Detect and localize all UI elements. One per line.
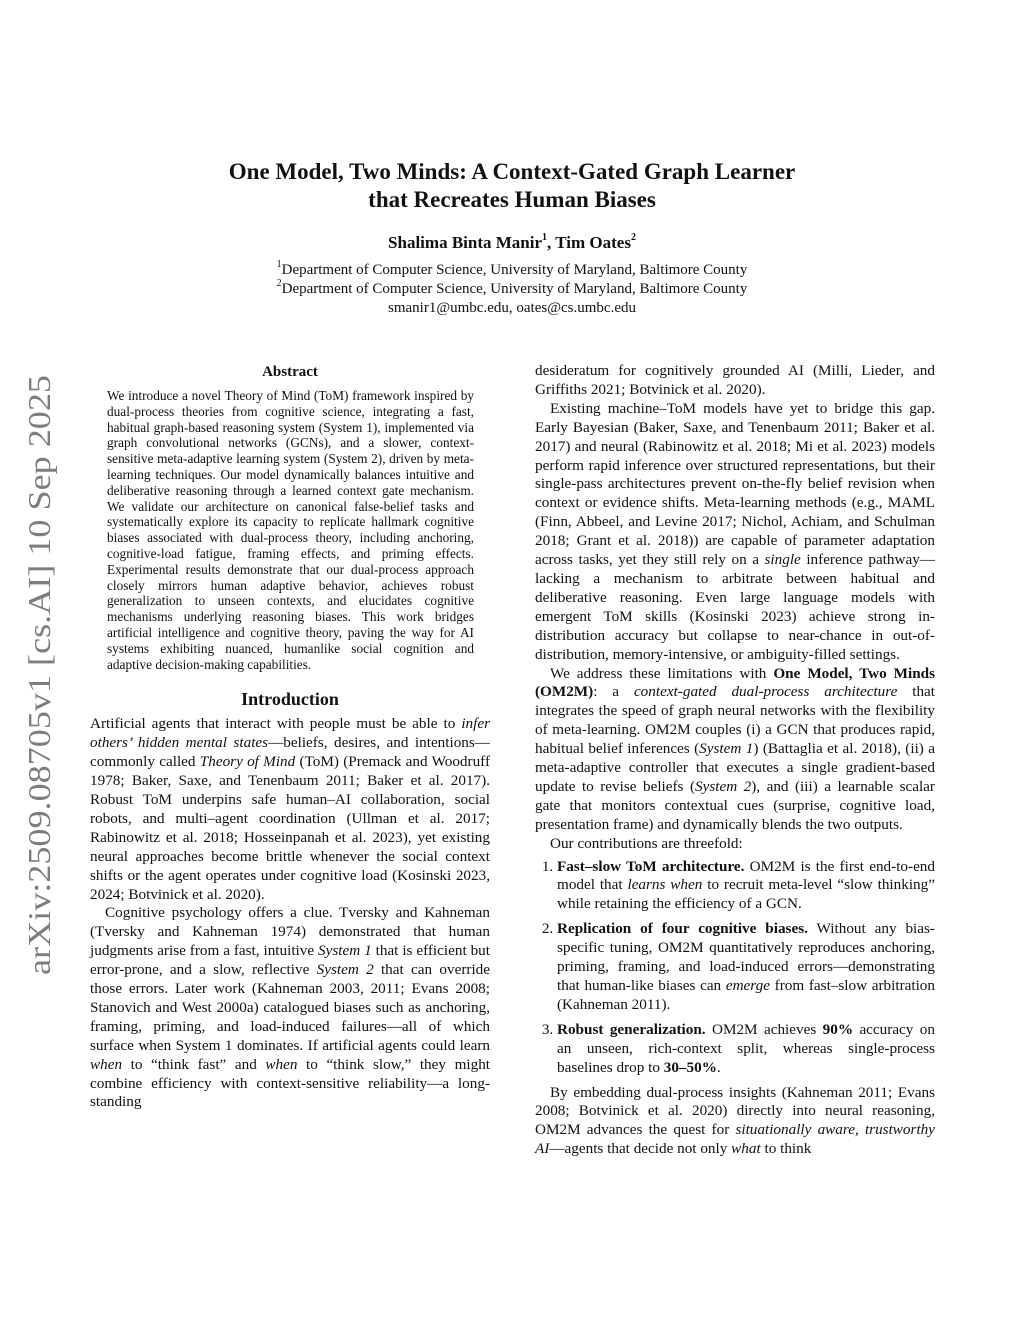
- intro-paragraph-3: desideratum for cognitively grounded AI (Milli, Lieder, and Griffiths 2021; Botvinick et al. 2020).: [535, 362, 935, 398]
- author-2: Tim Oates: [555, 233, 631, 252]
- affiliation-2-text: Department of Computer Science, University of Maryland, Baltimore County: [281, 281, 748, 297]
- introduction-heading: Introduction: [241, 689, 339, 710]
- intro-paragraph-7: By embedding dual-process insights (Kahneman 2011; Evans 2008; Botvinick et al. 2020) directly into neural reasoning, OM2M advances the quest for situationally aware, trustworthy AI—agents that decide not only what to think: [535, 1083, 935, 1158]
- arxiv-id: arXiv:2509.08705v1 [cs.AI] 10 Sep 2025: [22, 451, 57, 975]
- author-emails: smanir1@umbc.edu, oates@cs.umbc.edu: [388, 300, 636, 316]
- arxiv-stamp: [0, 0, 70, 1325]
- affiliations: [112, 261, 912, 318]
- right-column: [535, 362, 935, 1159]
- affiliation-1-mark: 1: [276, 259, 282, 270]
- contribution-2: 2. Replication of four cognitive biases. Without any bias-specific tuning, OM2M quantitatively reproduces anchoring, priming, framing, and load-induced errors—demonstrating that human-like biases can emerge from fast–slow arbitration (Kahneman 2011).: [557, 920, 935, 1015]
- author-1: Shalima Binta Manir: [388, 233, 543, 252]
- abstract-heading: Abstract: [262, 364, 318, 380]
- affiliation-1-text: Department of Computer Science, University of Maryland, Baltimore County: [281, 262, 748, 278]
- intro-paragraph-1: Artificial agents that interact with people must be able to infer others’ hidden mental states—beliefs, desires, and intentions—commonly called Theory of Mind (ToM) (Premack and Woodruff 1978; Baker, Saxe, and Tenenbaum 2011; Baker et al. 2017). Robust ToM underpins safe human–AI collaboration, social robots, and multi–agent coordination (Ullman et al. 2017; Rabinowitz et al. 2018; Hosseinpanah et al. 2023), yet existing neural approaches become brittle whenever the social context shifts or the agent operates under cognitive load (Kosinski 2023, 2024; Botvinick et al. 2020).: [90, 715, 491, 903]
- contribution-1: 1. Fast–slow ToM architecture. OM2M is the first end-to-end model that learns when to recruit meta-level “slow thinking” while retaining the efficiency of a GCN.: [557, 858, 935, 915]
- title-line-1: One Model, Two Minds: A Context-Gated Graph Learner: [228, 159, 796, 184]
- author-1-mark: 1: [542, 232, 548, 244]
- contributions-list: [535, 858, 935, 1078]
- abstract-text: We introduce a novel Theory of Mind (ToM) framework inspired by dual-process theories from cognitive science, integrating a fast, habitual graph-based reasoning system (System 1), implemented via graph convolutional networks (GCNs), and a slower, context-sensitive meta-adaptive learning system (System 2), driven by meta-learning techniques. Our model dynamically balances intuitive and deliberative reasoning through a learned context gate mechanism. We validate our architecture on canonical false-belief tasks and systematically explore its capacity to replicate hallmark cognitive biases associated with dual-process theory, including anchoring, cognitive-load fatigue, framing effects, and priming effects. Experimental results demonstrate that our dual-process approach closely mirrors human adaptive behavior, achieves robust generalization to unseen contexts, and elucidates cognitive mechanisms underlying reasoning biases. This work bridges artificial intelligence and cognitive theory, paving the way for AI systems exhibiting nuanced, humanlike social cognition and adaptive decision-making capabilities.: [107, 388, 474, 672]
- author-sep: ,: [547, 233, 556, 252]
- affiliation-2: [112, 280, 912, 299]
- title-line-2: that Recreates Human Biases: [368, 187, 656, 212]
- contributions-lead: Our contributions are threefold:: [550, 834, 743, 852]
- contribution-3: 3. Robust generalization. OM2M achieves 90% accuracy on an unseen, rich-context split, whereas single-process baselines drop to 30–50%.: [557, 1021, 935, 1078]
- affiliation-2-mark: 2: [276, 278, 282, 289]
- author-2-mark: 2: [630, 232, 636, 244]
- left-column: [90, 362, 490, 1112]
- author-list: [112, 232, 912, 254]
- paper-title: [112, 158, 912, 214]
- intro-paragraph-4: Existing machine–ToM models have yet to bridge this gap. Early Bayesian (Baker, Saxe, and Tenenbaum 2011; Baker et al. 2017) and neural (Rabinowitz et al. 2018; Mi et al. 2023) models perform rapid inference over structured representations, but their single-pass architectures prevent on-the-fly belief revision when context or evidence shifts. Meta-learning methods (e.g., MAML (Finn, Abbeel, and Levine 2017; Nichol, Achiam, and Schulman 2018; Grant et al. 2018)) are capable of parameter adaptation across tasks, yet they still rely on a single inference pathway—lacking a mechanism to arbitrate between habitual and deliberative reasoning. Even large language models with emergent ToM skills (Kosinski 2023) achieve strong in-distribution accuracy but collapse to near-chance in out-of-distribution, memory-intensive, or ambiguity-filled settings.: [535, 399, 935, 663]
- intro-paragraph-2: Cognitive psychology offers a clue. Tversky and Kahneman (Tversky and Kahneman 1974) demonstrated that human judgments arise from a fast, intuitive System 1 that is efficient but error-prone, and a slow, reflective System 2 that can override those errors. Later work (Kahneman 2003, 2011; Evans 2008; Stanovich and West 2000a) catalogued biases such as anchoring, framing, priming, and load-induced failures—all of which surface when System 1 dominates. If artificial agents could learn when to “think fast” and when to “think slow,” they might combine efficiency with context-sensitive reliability—a long-standing: [90, 904, 491, 1111]
- affiliation-1: [112, 261, 912, 280]
- arxiv-stamp-svg: [0, 0, 70, 1325]
- intro-paragraph-5: We address these limitations with One Model, Two Minds (OM2M): a context-gated dual-process architecture that integrates the speed of graph neural networks with the flexibility of meta-learning. OM2M couples (i) a GCN that produces rapid, habitual belief inferences (System 1) (Battaglia et al. 2018), (ii) a meta-adaptive controller that executes a single gradient-based update to revise beliefs (System 2), and (iii) a learnable scalar gate that monitors contextual cues (surprise, cognitive load, presentation frame) and dynamically blends the two outputs.: [535, 664, 935, 833]
